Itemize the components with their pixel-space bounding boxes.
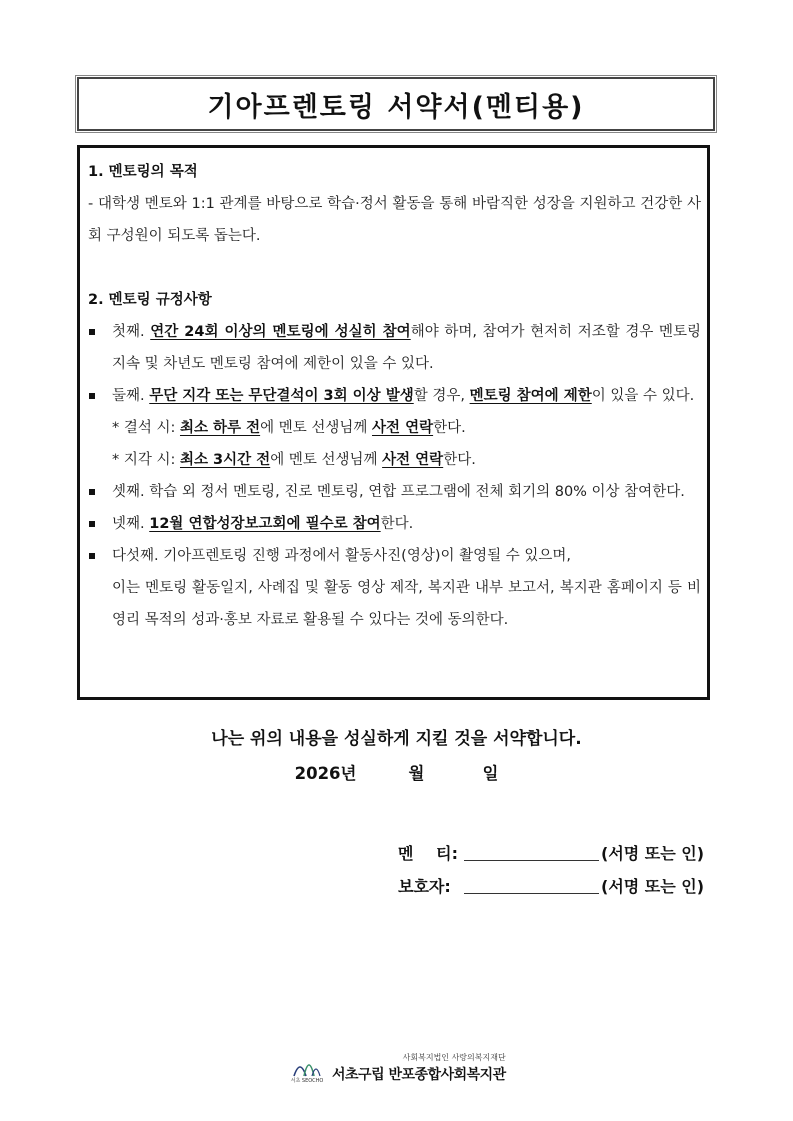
signature-note: (서명 또는 인): [601, 877, 705, 896]
date-line: 2026년 월 일: [294, 764, 499, 783]
emphasis: 연간 24회 이상의 멘토링에 성실히 참여: [150, 324, 411, 340]
bullet-square-icon: [89, 521, 95, 527]
guardian-label: 보호자:: [398, 877, 451, 896]
emphasis: 멘토링 참여에 제한: [469, 388, 592, 404]
section2-heading: 2. 멘토링 규정사항: [88, 292, 212, 308]
signature-note: (서명 또는 인): [601, 844, 705, 863]
pledge-statement: 나는 위의 내용을 성실하게 지킬 것을 서약합니다.: [211, 729, 582, 749]
content-box: [77, 145, 710, 700]
rule-item-2-absence: * 결석 시: 최소 하루 전에 멘토 선생님께 사전 연락한다.: [112, 420, 466, 436]
rule-item-5: 다섯째. 기아프렌토링 진행 과정에서 활동사진(영상)이 촬영될 수 있으며, 이는 멘토링 활동일지, 사례집 및 활동 영상 제작, 복지관 내부 보고서, 복지관 홈페이지 등 비영리 목적의 성과·홍보 자료로 활용될 수 있다는 것에 동의한다.: [88, 540, 701, 636]
bullet-square-icon: [89, 329, 95, 335]
footer: [290, 1052, 506, 1084]
bullet-square-icon: [89, 489, 95, 495]
mentee-signature-field[interactable]: [464, 844, 599, 861]
bullet-square-icon: [89, 393, 95, 399]
section1-body: - 대학생 멘토와 1:1 관계를 바탕으로 학습·정서 활동을 통해 바람직한 성장을 지원하고 건강한 사회 구성원이 되도록 돕는다.: [88, 196, 701, 244]
mentee-signature-row: [398, 841, 704, 864]
rule-item-1: 첫째. 연간 24회 이상의 멘토링에 성실히 참여해야 하며, 참여가 현저히 저조할 경우 멘토링 지속 및 차년도 멘토링 참여에 제한이 있을 수 있다.: [88, 316, 701, 380]
guardian-signature-field[interactable]: [464, 877, 599, 894]
emphasis: 12월 연합성장보고회에 필수로 참여: [149, 516, 381, 532]
mentee-label: 멘 티:: [398, 844, 458, 863]
foundation-name: 사회복지법인 사랑의복지재단: [402, 1053, 506, 1062]
seocho-logo-icon: 서초 SEOCHO: [290, 1052, 322, 1084]
emphasis: 무단 지각 또는 무단결석이 3회 이상 발생: [149, 388, 414, 404]
rule-item-2-late: * 지각 시: 최소 3시간 전에 멘토 선생님께 사전 연락한다.: [112, 452, 476, 468]
guardian-signature-row: [398, 874, 704, 897]
rule-item-4: 넷째. 12월 연합성장보고회에 필수로 참여한다.: [88, 508, 701, 540]
rule-item-3: 셋째. 학습 외 정서 멘토링, 진로 멘토링, 연합 프로그램에 전체 회기의 80% 이상 참여한다.: [88, 476, 701, 508]
page-title: 기아프렌토링 서약서(멘티용): [207, 91, 585, 123]
title-box: [77, 77, 715, 131]
rule-item-2: 둘째. 무단 지각 또는 무단결석이 3회 이상 발생할 경우, 멘토링 참여에 제한이 있을 수 있다.: [88, 380, 701, 412]
center-name: 서초구립 반포종합사회복지관: [332, 1067, 506, 1083]
section1-heading: 1. 멘토링의 목적: [88, 164, 198, 180]
bullet-square-icon: [89, 553, 95, 559]
